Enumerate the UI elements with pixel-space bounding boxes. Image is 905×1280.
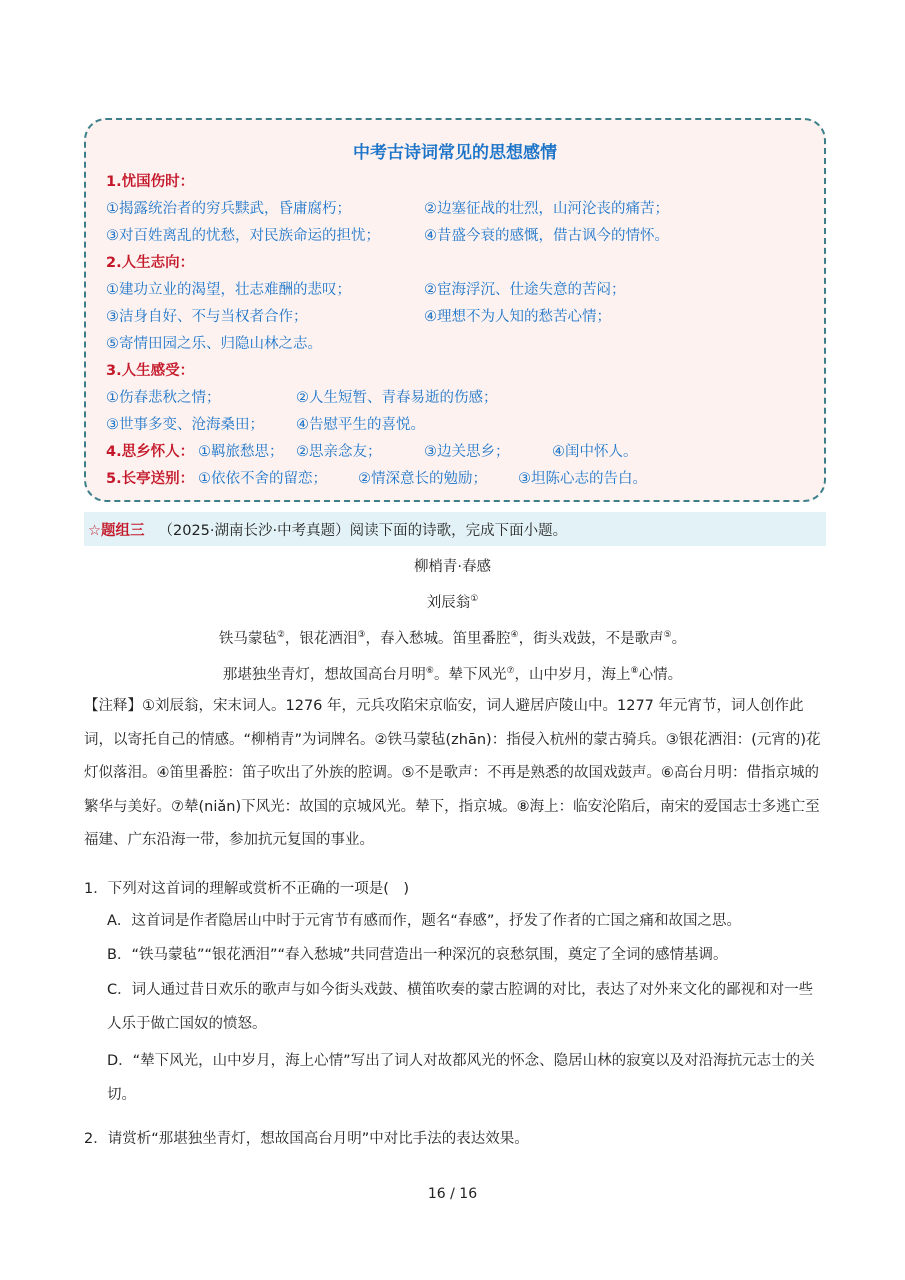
category-2: 2.人生志向： <box>106 255 195 271</box>
category-5: 5.长亭送别： <box>106 471 195 487</box>
item: ⑤寄情田园之乐、归隐山林之志。 <box>106 336 322 352</box>
question-1-stem: 1．下列对这首词的理解或赏析不正确的一项是( ) <box>84 881 410 897</box>
poem-line-1: 铁马蒙毡②，银花洒泪③，春入愁城。笛里番腔④，街头戏鼓，不是歌声⑤。 <box>218 630 687 647</box>
item: ③坦陈心志的告白。 <box>518 471 647 487</box>
option-a: A．这首词是作者隐居山中时于元宵节有感而作，题名“春感”，抒发了作者的亡国之痛和故国之思。 <box>107 913 741 929</box>
page-number: 16 / 16 <box>427 1186 478 1202</box>
item: ②情深意长的勉励； <box>358 471 487 487</box>
category-3: 3.人生感受： <box>106 363 195 379</box>
item: ②宦海浮沉、仕途失意的苦闷； <box>424 282 626 298</box>
poem-author: 刘辰翁① <box>426 594 479 611</box>
poem-title: 柳梢青·春感 <box>413 559 492 575</box>
item: ①依依不舍的留恋； <box>198 471 327 487</box>
item: ③边关思乡； <box>424 444 510 460</box>
poem-line-2: 那堪独坐青灯，想故国高台月明⑥。辇下风光⑦，山中岁月，海上⑧心情。 <box>222 666 683 683</box>
group-tag: ☆题组三 <box>88 522 145 539</box>
item: ③世事多变、沧海桑田； <box>106 417 264 433</box>
item: ①建功立业的渴望，壮志难酬的悲叹； <box>106 282 351 298</box>
item: ④闺中怀人。 <box>552 444 638 460</box>
option-b: B．“铁马蒙毡”“银花洒泪”“春入愁城”共同营造出一种深沉的哀愁氛围，奠定了全词的感情基调。 <box>107 947 728 963</box>
item: ①伤春悲秋之情； <box>106 390 221 406</box>
item: ④理想不为人知的愁苦心情； <box>424 309 611 325</box>
item: ④昔盛今衰的感慨，借古讽今的情怀。 <box>424 228 669 244</box>
option-c: C．词人通过昔日欢乐的歌声与如今街头戏鼓、横笛吹奏的蒙古腔调的对比，表达了对外来文化的鄙视和对一些人乐于做亡国奴的愤怒。 <box>107 982 814 1032</box>
category-1: 1.忧国伤时： <box>106 174 195 190</box>
item: ④告慰平生的喜悦。 <box>296 417 425 433</box>
option-d: D．“辇下风光，山中岁月，海上心情”写出了词人对故都风光的怀念、隐居山林的寂寞以及对沿海抗元志士的关切。 <box>107 1053 815 1103</box>
category-4: 4.思乡怀人： <box>106 444 195 460</box>
summary-box <box>84 118 826 502</box>
item: ②边塞征战的壮烈，山河沦丧的痛苦； <box>424 201 669 217</box>
group-text: （2025·湖南长沙·中考真题）阅读下面的诗歌，完成下面小题。 <box>158 522 568 539</box>
question-2-stem: 2．请赏析“那堪独坐青灯，想故国高台月明”中对比手法的表达效果。 <box>84 1131 529 1147</box>
item: ③对百姓离乱的忧愁，对民族命运的担忧； <box>106 228 380 244</box>
box-title: 中考古诗词常见的思想感情 <box>353 143 557 163</box>
item: ②思亲念友； <box>296 444 382 460</box>
item: ③洁身自好、不与当权者合作； <box>106 309 308 325</box>
item: ②人生短暂、青春易逝的伤感； <box>296 390 498 406</box>
notes: 【注释】①刘辰翁，宋末词人。1276 年，元兵攻陷宋京临安，词人避居庐陵山中。1277 年元宵节，词人创作此词，以寄托自己的情感。“柳梢青”为词牌名。②铁马蒙毡(zhān)：指侵入杭州的蒙古骑兵。③银花洒泪：(元宵的)花灯似落泪。④笛里番腔：笛子吹出了外族的腔调。⑤不是歌声：不再是熟悉的故国戏鼓声。⑥高台月明：借指京城的繁华与美好。⑦辇(niǎn)下风光：故国的京城风光。辇下，指京城。⑧海上：临安沦陷后，南宋的爱国志士多逃亡至福建、广东沿海一带，参加抗元复国的事业。 <box>84 698 821 848</box>
item: ①揭露统治者的穷兵黩武，昏庸腐朽； <box>106 201 351 217</box>
question-group-header <box>84 512 826 546</box>
item: ①羁旅愁思； <box>198 444 284 460</box>
